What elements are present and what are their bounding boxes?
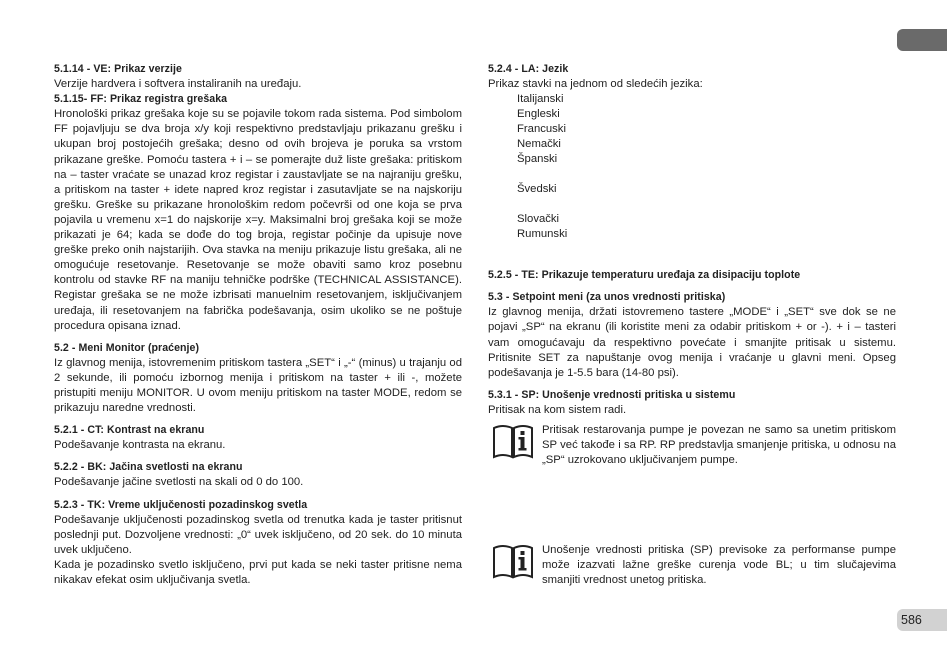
page-number: 586 xyxy=(897,609,947,631)
section-title-5-2-1: 5.2.1 - CT: Kontrast na ekranu xyxy=(54,424,205,437)
section-title-5-3: 5.3 - Setpoint meni (za unos vrednosti pritiska) xyxy=(488,291,726,304)
section-text-5-2-2: Podešavanje jačine svetlosti na skali od 0 do 100. xyxy=(54,476,304,489)
section-title-5-2-3: 5.2.3 - TK: Vreme uključenosti pozadinskog svetla xyxy=(54,498,308,511)
section-text-5-1-15: Hronološki prikaz grešaka koje su se pojavile tokom rada sistema. Pod simbolom FF pojavljuju se dva broja x/y koji respektivno predstavljaju prikazanu grešku i ukupan broj postojećih grešaka; desno od ovih brojeva je poruka sa vrstom prikazane greške. Pomoću tastera + i – se pomerajte duž liste grešaka: pritiskom na – taster vraćate se unazad kroz registar i zaustavljate se na najraniju grešku, a pritiskom na taster + idete napred kroz registar i zasutavljate se na najskoriju grešku. Greške su prikazane hronološkim redom počevrši od one koja se prva pojavila u vremenu x=1 do najskorije x=y. Maksimalni broj grešaka koji se može prikazati je 64; kada se dođe do tog broja, registar počinje da upisuje nove greške preko onih najstarijih. Ova stavka na meniju prikazuje listu grešaka, ali ne omogućuje resetovanje. Resetovanje se može obaviti samo kroz posebnu kontrolu od stavke RF na maniju tehničke podrške (TECHNICAL ASSISTANCE). Registar grešaka se ne može izbrisati manuelnim resetovanjem, isključivanjem uređaja, ili resetovanjem na fabrička podešavanja, osim ukoliko se ne poštuje procedura opisana iznad. xyxy=(54,108,462,332)
list-item: Slovački xyxy=(517,213,560,226)
note-text: Unošenje vrednosti pritiska (SP) previsoke za performanse pumpe može izazvati lažne greške curenja vode BL; u tim slučajevima smanjiti vrednost unetog pritiska. xyxy=(542,544,896,587)
list-item: Engleski xyxy=(517,108,560,121)
section-title-5-2-2: 5.2.2 - BK: Jačina svetlosti na ekranu xyxy=(54,461,243,474)
section-title-5-1-15: 5.1.15- FF: Prikaz registra grešaka xyxy=(54,93,228,106)
book-info-icon xyxy=(491,543,535,581)
section-text-5-2-4: Prikaz stavki na jednom od sledećih jezika: xyxy=(488,78,703,91)
list-item: Italijanski xyxy=(517,93,564,106)
section-text-5-2-1: Podešavanje kontrasta na ekranu. xyxy=(54,439,226,452)
section-text-5-2-3: Podešavanje uključenosti pozadinskog svetla od trenutka kada je taster pritisnut poslednji put. Dozvoljene vrednosti: „0“ uvek isključeno, od 20 sek. do 10 minuta uvek uključeno. xyxy=(54,513,462,556)
section-text-5-3: Iz glavnog menija, držati istovremeno tastere „MODE“ i „SET“ sve dok se ne pojavi „SP“ na ekranu (ili koristite meni za odabir pritiskom + or -). + i – tasteri vam omogućavaju da respektivno povećate i smanjite pritisak u sistemu. Pritisnite SET za napuštanje ovog menija i vraćanje u glavni meni. Opseg podešavanja je 1-5.5 bara (14-80 psi). xyxy=(488,306,896,379)
list-item: Španski xyxy=(517,153,558,166)
section-title-5-1-14: 5.1.14 - VE: Prikaz verzije xyxy=(54,63,182,75)
section-title-5-2: 5.2 - Meni Monitor (praćenje) xyxy=(54,341,200,354)
list-item: Rumunski xyxy=(517,228,568,241)
section-text-5-3-1: Pritisak na kom sistem radi. xyxy=(488,403,627,416)
language-list xyxy=(488,92,896,242)
section-title-5-2-5: 5.2.5 - TE: Prikazuje temperaturu uređaja za disipaciju toplote xyxy=(488,269,801,282)
left-column xyxy=(54,62,462,588)
section-text-5-2: Iz glavnog menija, istovremenim pritiskom tastera „SET“ i „-“ (minus) u trajanju od 2 sekunde, ili pomoću izbornog menija i pritiskom na taster + ili -, možete pristupiti meniju MONITOR. U ovom meniju pritiskom na taster MODE, redom se prikazuju naredne vrednosti. xyxy=(54,356,462,415)
section-text-5-2-3-extra: Kada je pozadinsko svetlo isključeno, prvi put kada se neki taster pritisne nema nikakav efekat osim uključivanja svetla. xyxy=(54,558,462,586)
book-info-icon xyxy=(491,423,535,461)
list-item: Švedski xyxy=(517,183,557,196)
list-item: Nemački xyxy=(517,138,561,151)
right-column xyxy=(488,62,896,418)
list-item: Francuski xyxy=(517,123,566,136)
note-text: Pritisak restarovanja pumpe je povezan ne samo sa unetim pritiskom SP već takođe i sa RP. RP predstavlja smanjenje pritiska, u odnosu na „SP“ uzrokovano uključivanjem pumpe. xyxy=(542,424,896,467)
section-title-5-3-1: 5.3.1 - SP: Unošenje vrednosti pritiska u sistemu xyxy=(488,388,736,401)
top-edge-tab xyxy=(897,29,947,51)
section-title-5-2-4: 5.2.4 - LA: Jezik xyxy=(488,63,569,75)
section-text-5-1-14: Verzije hardvera i softvera instaliranih na uređaju. xyxy=(54,78,302,91)
